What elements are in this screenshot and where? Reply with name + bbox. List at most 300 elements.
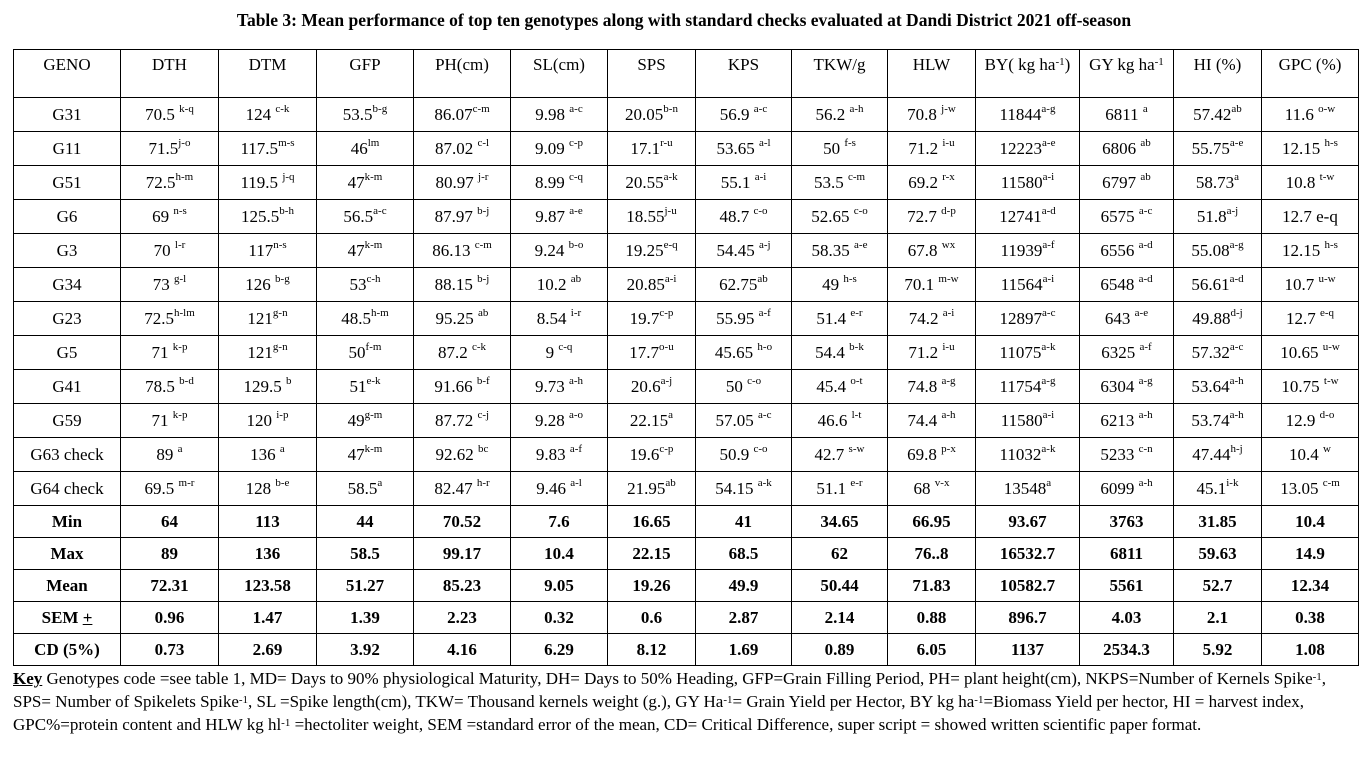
value-cell (219, 268, 317, 302)
column-header-superscript: -1 (1154, 56, 1164, 68)
stat-value: 64 (121, 506, 219, 538)
significance-letters: c-p (659, 306, 674, 319)
cell-value: 87.2 (437, 342, 472, 362)
table-row (14, 132, 1359, 166)
value-cell (976, 438, 1080, 472)
value-cell (792, 302, 888, 336)
value-cell (608, 336, 696, 370)
value-cell (1262, 472, 1359, 506)
significance-letters: t-w (1323, 374, 1339, 387)
genotype-cell: G51 (14, 166, 121, 200)
table-key (13, 667, 1358, 736)
value-cell (696, 268, 792, 302)
column-header (121, 50, 219, 98)
cell-value: 87.02 (434, 138, 478, 158)
column-header-text: GFP (349, 55, 381, 74)
cell-value: 49 (347, 410, 365, 430)
cell-value: 53.74 (1191, 410, 1230, 430)
value-cell (511, 268, 608, 302)
cell-value: 71 (151, 410, 173, 430)
value-cell (511, 166, 608, 200)
cell-value: 71.2 (908, 138, 943, 158)
stat-value: 0.88 (888, 602, 976, 634)
value-cell (511, 98, 608, 132)
value-cell (511, 200, 608, 234)
cell-value: 51.1 (816, 478, 851, 498)
value-cell (414, 234, 511, 268)
significance-letters: a-c (1138, 204, 1153, 217)
value-cell (888, 234, 976, 268)
significance-letters: e-k (366, 374, 381, 387)
cell-value: 117.5 (240, 138, 279, 158)
value-cell (414, 268, 511, 302)
significance-letters: c-n (1138, 442, 1153, 455)
cell-value: 82.47 (434, 478, 477, 498)
stat-value: 1.69 (696, 634, 792, 666)
value-cell (414, 132, 511, 166)
significance-letters: w (1323, 442, 1331, 455)
significance-letters: i-u (942, 340, 955, 353)
cell-value: 95.25 (435, 308, 479, 328)
stat-row (14, 602, 1359, 634)
value-cell (511, 370, 608, 404)
significance-letters: o-w (1318, 102, 1336, 115)
value-cell (1174, 302, 1262, 336)
cell-value: 6575 (1100, 206, 1139, 226)
cell-value: 78.5 (145, 376, 180, 396)
value-cell (608, 370, 696, 404)
value-cell (608, 404, 696, 438)
cell-value: 12.7 e-q (1282, 206, 1338, 226)
value-cell (608, 234, 696, 268)
stat-value: 0.89 (792, 634, 888, 666)
cell-value: 54.15 (715, 478, 758, 498)
value-cell (511, 132, 608, 166)
cell-value: 10.4 (1289, 444, 1324, 464)
cell-value: 8.99 (534, 172, 569, 192)
cell-value: 21.95 (627, 478, 666, 498)
cell-value: 47 (347, 240, 365, 260)
cell-value: 55.75 (1191, 138, 1230, 158)
value-cell (1262, 370, 1359, 404)
significance-letters: a (279, 442, 285, 455)
value-cell (121, 302, 219, 336)
significance-letters: c-p (568, 136, 584, 149)
value-cell (414, 438, 511, 472)
cell-value: 47 (347, 444, 365, 464)
table-row (14, 336, 1359, 370)
stat-row (14, 634, 1359, 666)
cell-value: 69 (152, 206, 174, 226)
significance-letters: c-o (753, 442, 768, 455)
stat-value: 1.08 (1262, 634, 1359, 666)
significance-letters: d-j (1230, 306, 1243, 319)
value-cell (317, 132, 414, 166)
value-cell (1262, 438, 1359, 472)
significance-letters: b (286, 374, 292, 387)
significance-letters: a-d (1138, 238, 1153, 251)
cell-value: 51 (349, 376, 367, 396)
value-cell (1080, 336, 1174, 370)
cell-value: 19.7 (629, 308, 660, 328)
cell-value: 10.7 (1284, 274, 1319, 294)
value-cell (792, 370, 888, 404)
cell-value: 643 (1104, 308, 1135, 328)
genotype-cell: G59 (14, 404, 121, 438)
significance-letters: t-w (1319, 170, 1335, 183)
stat-value: 44 (317, 506, 414, 538)
cell-value: 5233 (1100, 444, 1139, 464)
significance-letters: b-e (275, 476, 290, 489)
cell-value: 6811 (1105, 104, 1143, 124)
significance-letters: l-t (851, 408, 862, 421)
value-cell (219, 370, 317, 404)
significance-letters: a-j (1226, 204, 1239, 217)
value-cell (219, 302, 317, 336)
cell-value: 119.5 (240, 172, 283, 192)
cell-value: 91.66 (434, 376, 477, 396)
stat-value: 5561 (1080, 570, 1174, 602)
significance-letters: k-m (364, 238, 383, 251)
cell-value: 11075 (999, 342, 1042, 362)
significance-letters: a-d (1138, 272, 1153, 285)
value-cell (976, 166, 1080, 200)
value-cell (792, 166, 888, 200)
stat-value: 1137 (976, 634, 1080, 666)
cell-value: 49 (822, 274, 844, 294)
cell-value: 12.15 (1282, 240, 1325, 260)
significance-letters: ab (1231, 102, 1242, 115)
significance-letters: n-s (173, 204, 187, 217)
value-cell (792, 200, 888, 234)
value-cell (511, 234, 608, 268)
significance-letters: a-k (1041, 442, 1056, 455)
cell-value: 50 (348, 342, 366, 362)
value-cell (511, 302, 608, 336)
cell-value: 129.5 (243, 376, 286, 396)
value-cell (317, 166, 414, 200)
table-row (14, 404, 1359, 438)
value-cell (1262, 166, 1359, 200)
significance-letters: a-e (854, 238, 868, 251)
value-cell (696, 200, 792, 234)
value-cell (696, 302, 792, 336)
cell-value: 87.72 (434, 410, 478, 430)
value-cell (608, 166, 696, 200)
value-cell (792, 98, 888, 132)
cell-value: 56.2 (815, 104, 850, 124)
value-cell (317, 234, 414, 268)
cell-value: 11754 (999, 376, 1042, 396)
cell-value: 70 (153, 240, 175, 260)
significance-letters: a-k (757, 476, 772, 489)
stat-value: 3.92 (317, 634, 414, 666)
significance-letters: i-r (570, 306, 582, 319)
column-header-text: GENO (43, 55, 91, 74)
column-header (219, 50, 317, 98)
value-cell (317, 370, 414, 404)
significance-letters: k-m (364, 170, 383, 183)
value-cell (1174, 268, 1262, 302)
cell-value: 13548 (1003, 478, 1047, 498)
cell-value: 12.9 (1285, 410, 1320, 430)
significance-letters: a-g (1041, 374, 1056, 387)
key-text: , SL =Spike length(cm), TKW= Thousand kernels weight (g.), GY Ha (248, 692, 724, 711)
significance-letters: o-u (659, 340, 674, 353)
cell-value: 20.05 (625, 104, 664, 124)
significance-letters: a-o (568, 408, 584, 421)
column-header-text: GPC (%) (1278, 55, 1342, 74)
column-header (14, 50, 121, 98)
cell-value: 56.61 (1191, 274, 1230, 294)
cell-value: 72.7 (907, 206, 942, 226)
value-cell (888, 132, 976, 166)
cell-value: 125.5 (241, 206, 280, 226)
stat-label-text: SEM (41, 607, 83, 627)
column-header (608, 50, 696, 98)
column-header (888, 50, 976, 98)
value-cell (121, 132, 219, 166)
cell-value: 45.65 (714, 342, 758, 362)
stat-value: 50.44 (792, 570, 888, 602)
value-cell (696, 370, 792, 404)
significance-letters: b-g (275, 272, 290, 285)
significance-letters: k-m (364, 442, 383, 455)
value-cell (1262, 98, 1359, 132)
significance-letters: a-h (1138, 476, 1153, 489)
column-header-text: DTH (152, 55, 187, 74)
stat-label: Mean (14, 570, 121, 602)
significance-letters: ab (478, 306, 489, 319)
stat-value: 6.05 (888, 634, 976, 666)
significance-letters: c-o (753, 204, 768, 217)
cell-value: 48.7 (719, 206, 754, 226)
significance-letters: h-lm (173, 306, 195, 319)
cell-value: 68 (913, 478, 935, 498)
stat-value: 85.23 (414, 570, 511, 602)
column-header (317, 50, 414, 98)
significance-letters: a (668, 408, 674, 421)
value-cell (696, 438, 792, 472)
value-cell (121, 98, 219, 132)
cell-value: 6556 (1100, 240, 1139, 260)
stat-value: 76..8 (888, 538, 976, 570)
cell-value: 86.07 (434, 104, 473, 124)
value-cell (1080, 132, 1174, 166)
cell-value: 58.35 (811, 240, 855, 260)
cell-value: 54.4 (815, 342, 850, 362)
stat-value: 2.69 (219, 634, 317, 666)
cell-value: 121 (247, 308, 273, 328)
significance-letters: a-f (569, 442, 583, 455)
value-cell (888, 166, 976, 200)
column-header (511, 50, 608, 98)
value-cell (696, 234, 792, 268)
cell-value: 8.54 (536, 308, 571, 328)
value-cell (317, 302, 414, 336)
value-cell (1174, 234, 1262, 268)
significance-letters: a-k (1041, 340, 1056, 353)
cell-value: 48.5 (341, 308, 371, 328)
value-cell (219, 200, 317, 234)
cell-value: 126 (245, 274, 276, 294)
stat-value: 66.95 (888, 506, 976, 538)
value-cell (121, 200, 219, 234)
significance-letters: c-m (472, 102, 490, 115)
significance-letters: a-d (1041, 204, 1056, 217)
significance-letters: d-o (1319, 408, 1335, 421)
value-cell (976, 370, 1080, 404)
value-cell (219, 404, 317, 438)
cell-value: 11939 (1000, 240, 1043, 260)
significance-letters: h-o (757, 340, 773, 353)
cell-value: 56.9 (719, 104, 754, 124)
significance-letters: a-c (373, 204, 387, 217)
stat-value: 62 (792, 538, 888, 570)
cell-value: 46.6 (817, 410, 852, 430)
table-row (14, 268, 1359, 302)
cell-value: 13.05 (1280, 478, 1323, 498)
cell-value: 42.7 (814, 444, 849, 464)
value-cell (1174, 404, 1262, 438)
value-cell (317, 472, 414, 506)
cell-value: 10.8 (1285, 172, 1320, 192)
cell-value: 20.85 (626, 274, 665, 294)
value-cell (888, 336, 976, 370)
cell-value: 57.32 (1191, 342, 1230, 362)
stat-value: 113 (219, 506, 317, 538)
column-header-text: SL(cm) (533, 55, 585, 74)
key-text: = Grain Yield per Hector, BY kg ha (732, 692, 975, 711)
significance-letters: f-s (844, 136, 856, 149)
significance-letters: h-m (175, 170, 194, 183)
stat-value: 2.14 (792, 602, 888, 634)
significance-letters: a-i (942, 306, 955, 319)
stat-value: 2.1 (1174, 602, 1262, 634)
value-cell (888, 472, 976, 506)
stat-value: 136 (219, 538, 317, 570)
significance-letters: j-u (664, 204, 677, 217)
stat-row (14, 570, 1359, 602)
stat-value: 19.26 (608, 570, 696, 602)
cell-value: 6325 (1101, 342, 1140, 362)
value-cell (976, 404, 1080, 438)
significance-letters: s-w (848, 442, 865, 455)
value-cell (317, 98, 414, 132)
key-text: =Biomass Yield per hector, HI = harvest index, GPC%=protein content and HLW kg hl (13, 692, 1304, 734)
column-header-text: HI (%) (1193, 55, 1242, 74)
cell-value: 73 (152, 274, 174, 294)
table-row (14, 98, 1359, 132)
cell-value: 53.5 (342, 104, 373, 124)
value-cell (888, 370, 976, 404)
cell-value: 9.09 (534, 138, 569, 158)
value-cell (1174, 472, 1262, 506)
significance-letters: m-r (178, 476, 195, 489)
cell-value: 46 (350, 138, 368, 158)
cell-value: 9.28 (534, 410, 569, 430)
value-cell (976, 234, 1080, 268)
significance-letters: a-i (754, 170, 767, 183)
stat-label: Min (14, 506, 121, 538)
value-cell (121, 438, 219, 472)
significance-letters: b-j (477, 272, 490, 285)
stat-label: CD (5%) (14, 634, 121, 666)
stat-value: 22.15 (608, 538, 696, 570)
plus-minus-sign: + (82, 607, 93, 627)
key-superscript: -1 (1312, 671, 1322, 683)
cell-value: 53.64 (1191, 376, 1230, 396)
significance-letters: b-n (663, 102, 678, 115)
value-cell (317, 438, 414, 472)
cell-value: 17.1 (630, 138, 661, 158)
value-cell (414, 370, 511, 404)
column-header-text: HLW (912, 55, 951, 74)
value-cell (1174, 98, 1262, 132)
significance-letters: b-d (179, 374, 194, 387)
value-cell (792, 438, 888, 472)
stat-value: 52.7 (1174, 570, 1262, 602)
cell-value: 74.8 (907, 376, 942, 396)
cell-value: 53.65 (716, 138, 759, 158)
value-cell (219, 438, 317, 472)
cell-value: 9.98 (535, 104, 570, 124)
stat-value: 59.63 (1174, 538, 1262, 570)
value-cell (1080, 166, 1174, 200)
stat-value: 1.39 (317, 602, 414, 634)
significance-letters: a-h (849, 102, 864, 115)
significance-letters: f-m (365, 340, 382, 353)
value-cell (121, 404, 219, 438)
column-header-text: DTM (248, 55, 287, 74)
cell-value: 72.5 (145, 172, 176, 192)
significance-letters: e-q (663, 238, 678, 251)
value-cell (1080, 98, 1174, 132)
value-cell (696, 336, 792, 370)
cell-value: 71.2 (908, 342, 943, 362)
significance-letters: a (1046, 476, 1052, 489)
table-row (14, 472, 1359, 506)
column-header-text: BY( kg ha (984, 55, 1056, 74)
cell-value: 58.5 (347, 478, 378, 498)
stat-value: 49.9 (696, 570, 792, 602)
value-cell (792, 472, 888, 506)
value-cell (1080, 302, 1174, 336)
significance-letters: g-n (272, 340, 288, 353)
significance-letters: a-e (1134, 306, 1149, 319)
stat-value: 6811 (1080, 538, 1174, 570)
value-cell (1174, 132, 1262, 166)
value-cell (976, 200, 1080, 234)
stat-value: 12.34 (1262, 570, 1359, 602)
value-cell (888, 98, 976, 132)
cell-value: 54.45 (716, 240, 759, 260)
significance-letters: b-j (477, 204, 490, 217)
cell-value: 11564 (1000, 274, 1043, 294)
column-header (414, 50, 511, 98)
significance-letters: a-k (663, 170, 678, 183)
value-cell (888, 302, 976, 336)
significance-letters: a-g (1138, 374, 1153, 387)
value-cell (1174, 336, 1262, 370)
significance-letters: ab (1140, 170, 1151, 183)
cell-value: 9 (545, 342, 559, 362)
significance-letters: a-c (569, 102, 583, 115)
stat-value: 14.9 (1262, 538, 1359, 570)
table-title: Table 3: Mean performance of top ten genotypes along with standard checks evaluated at Dandi District 2021 off-season (236, 10, 1132, 30)
value-cell (696, 166, 792, 200)
significance-letters: a-i (1042, 170, 1055, 183)
